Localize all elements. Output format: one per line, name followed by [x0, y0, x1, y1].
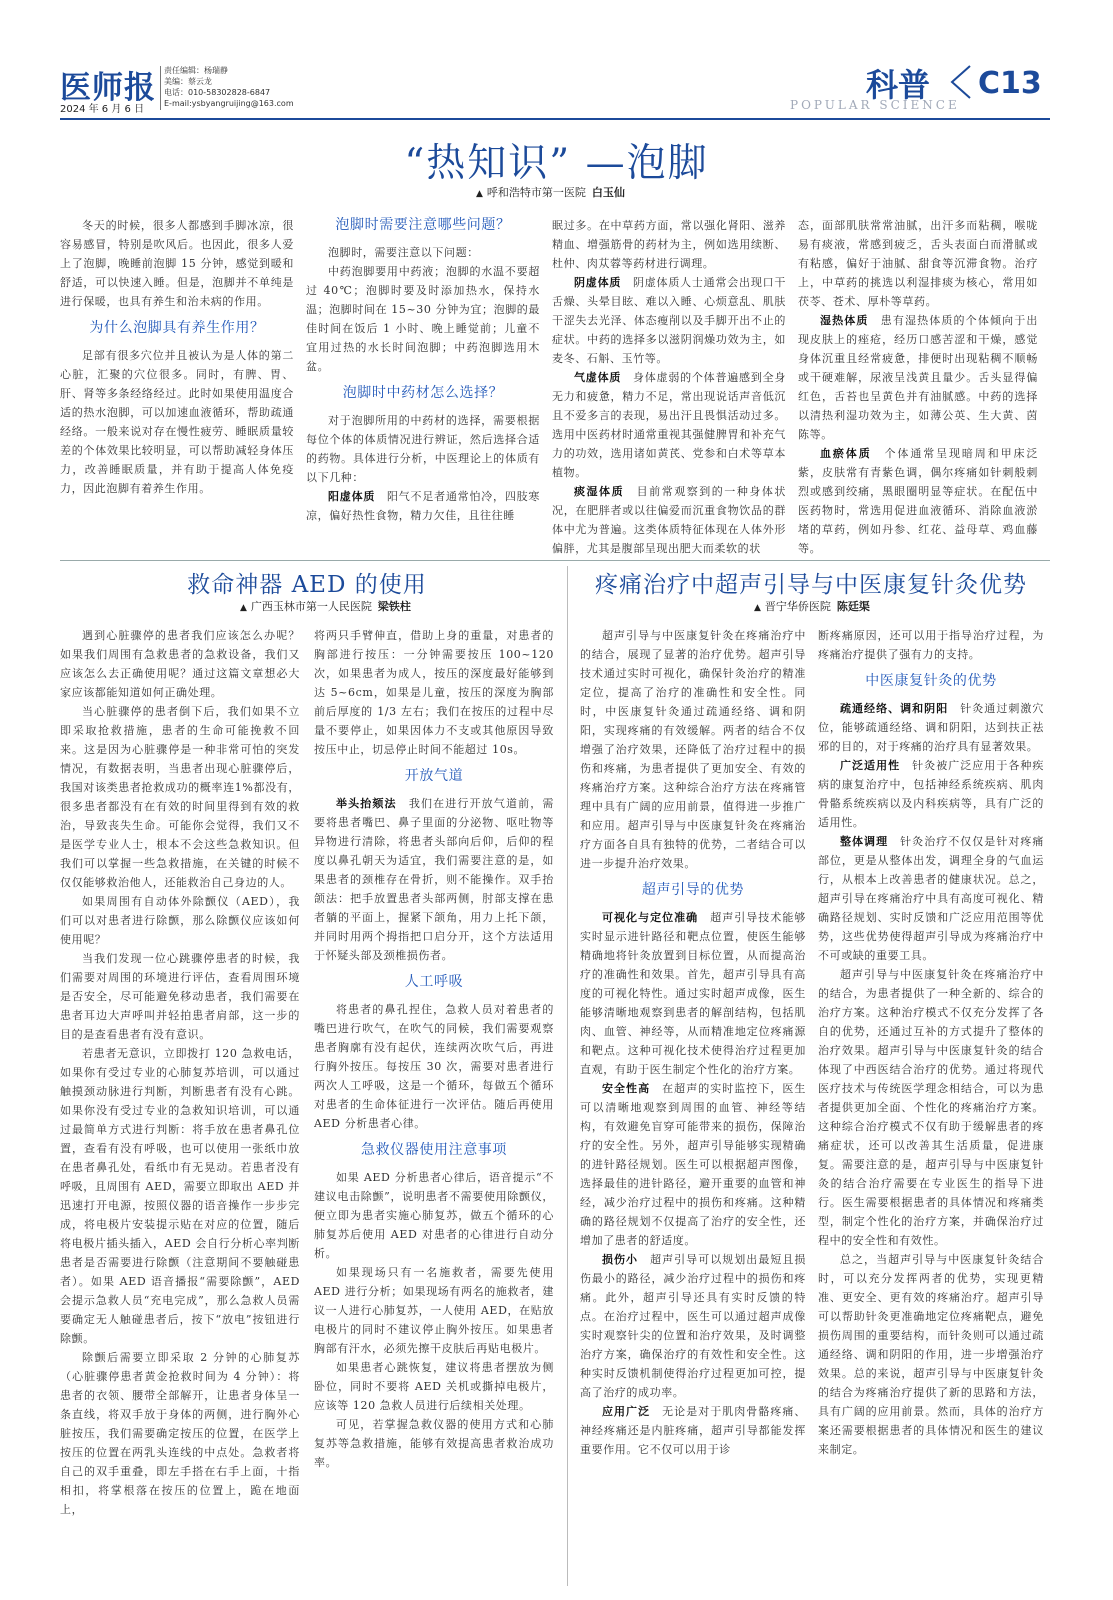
paragraph: 除颤后需要立即采取 2 分钟的心肺复苏（心脏骤停患者黄金抢救时间为 4 分钟）：将患者的衣领、腰带全部解开，让患者身体呈一条直线，将双手放于身体的两侧，进行胸外心脏按压，我们需要确定按压的位置，在医学上按压的位置在两乳头连线的中点处。急救者将自己的双手重叠，即左手搭在右手上面，十指相扣，将掌根落在按压的位置上，跪在地面上，: [60, 1351, 300, 1516]
article1-column-3: [552, 216, 786, 556]
subheading-breathing: 人工呼吸: [404, 974, 464, 990]
article1-column-2: [306, 216, 540, 556]
article3-byline: [754, 598, 870, 614]
injury-label: 损伤小: [602, 1253, 639, 1266]
paragraph: 态，面部肌肤常常油腻，出汗多而粘稠，喉咙易有痰液，常感到疲乏，舌头表面白而滑腻或有粘感，偏好于油腻、甜食等沉滞食物。治疗上，中草药的挑选以利湿排痰为核心，常用如茯苓、苍术、厚朴等草药。: [798, 219, 1038, 308]
paragraph: 眠过多。在中草药方面，常以强化肾阳、滋养精血、增强筋骨的药材为主，例如选用续断、杜仲、肉苁蓉等药材进行调理。: [552, 219, 786, 270]
airway-text: 我们在进行开放气道前，需要将患者嘴巴、鼻子里面的分泌物、呕吐物等异物进行清除，将患者头部向后仰，后仰的程度以鼻孔朝天为适宜，我们需要注意的是，如果患者的颈椎存在骨折，则不能操作。双手抬颌法：把手放置患者头部两侧，肘部支撑在患者躺的平面上，握紧下颌角，用力上托下颌，并同时用两个拇指把口启分开，这个方法适用于怀疑头部及颈椎损伤者。: [314, 797, 554, 962]
paragraph: 超声引导与中医康复针灸在疼痛治疗中的结合，为患者提供了一种全新的、综合的治疗方案。这种治疗模式不仅充分发挥了各自的优势，还通过互补的方式提升了整体的治疗效果。超声引导与中医康复针灸的结合体现了中西医结合治疗的优势。通过将现代医疗技术与传统医学理念相结合，可以为患者提供更加全面、个性化的疼痛治疗方案。这种综合治疗模式不仅有助于缓解患者的疼痛症状，还可以改善其生活质量，促进康复。需要注意的是，超声引导与中医康复针灸的结合治疗需要在专业医生的指导下进行。医生需要根据患者的具体情况和疼痛类型，制定个性化的治疗方案，并确保治疗过程中的安全性和有效性。: [818, 968, 1044, 1247]
paragraph: 泡脚时，需要注意以下问题：: [328, 246, 479, 259]
yin-xu-text: 阴虚体质人士通常会出现口干舌燥、头晕目眩、难以入睡、心烦意乱、肌肤干涩失去光泽、体态瘦削以及手脚开出不止的症状。中药的选择多以滋阴润燥功效为主，如麦冬、石斛、玉竹等。: [552, 276, 786, 365]
whole-text: 针灸治疗不仅仅是针对疼痛部位，更是从整体出发，调理全身的气血运行，从根本上改善患者的健康状况。总之，超声引导在疼痛治疗中具有高度可视化、精确路径规划、实时反馈和广泛应用范围等优势，这些优势使得超声引导成为疼痛治疗中不可或缺的重要工具。: [818, 835, 1044, 962]
column-divider: [567, 566, 568, 1586]
paragraph: 冬天的时候，很多人都感到手脚冰凉，很容易感冒，特别是吹风后。也因此，很多人爱上了泡脚，晚睡前泡脚 15 分钟，感觉到暖和舒适，可以快速入睡。但是，泡脚并不单纯是进行保暖，也具有养生和治未病的作用。: [60, 219, 294, 308]
article2-byline: [240, 598, 411, 614]
editor-info: [164, 65, 294, 109]
triangle-icon: ▲: [754, 603, 761, 613]
article1-column-4: [798, 216, 1038, 556]
subheading-herbs: 泡脚时中药材怎么选择？: [342, 385, 504, 401]
xue-yu-text: 个体通常呈现暗周和甲床泛紫，皮肤常有青紫色调，偶尔疼痛如针刺般刺烈或感到绞痛，黑眼圈明显等症状。在配伍中医药物时，常选用促进血液循环、消除血液淤堵的草药，例如丹参、红花、益母草、鸡血藤等。: [798, 447, 1038, 555]
paragraph: [818, 832, 1044, 965]
whole-label: 整体调理: [840, 835, 889, 848]
tan-shi-label: 痰湿体质: [574, 485, 625, 498]
yang-xu-text: 阳气不足者通常怕冷，四肢寒凉，偏好热性食物，精力欠佳，且往往睡: [306, 490, 540, 522]
paragraph: [552, 368, 786, 482]
wide-label: 应用广泛: [602, 1405, 651, 1418]
section-name: 科普: [866, 66, 931, 104]
page-number: C13: [978, 66, 1042, 101]
meridian-text: 针灸通过刺激穴位，能够疏通经络、调和阴阳，达到扶正祛邪的目的，对于疼痛的治疗具有显著效果。: [818, 702, 1044, 753]
injury-text: 超声引导可以规划出最短且损伤最小的路径，减少治疗过程中的损伤和疼痛。此外，超声引导还具有实时反馈的特点。在治疗过程中，医生可以通过超声成像实时观察针尖的位置和治疗效果，及时调整治疗方案，确保治疗的有效性和安全性。这种实时反馈机制使得治疗过程更加可控，提高了治疗的成功率。: [580, 1253, 806, 1399]
article2-column-1: [60, 626, 300, 1586]
article2-column-2: [314, 626, 554, 1586]
paragraph: [818, 756, 1044, 832]
yin-xu-label: 阴虚体质: [574, 276, 622, 289]
visual-text: 超声引导技术能够实时显示进针路径和靶点位置，使医生能够精确地将针灸放置到目标位置，从而提高治疗的准确性和效果。首先，超声引导具有高度的可视化特性。通过实时超声成像，医生能够清晰地观察到患者的解剖结构，包括肌肉、血管、神经等，从而精准地定位疼痛源和靶点。这种可视化技术使得治疗过程更加直观，有助于医生制定个性化的治疗方案。: [580, 911, 806, 1076]
paragraph: [552, 273, 786, 368]
broad-text: 针灸被广泛应用于各种疾病的康复治疗中，包括神经系统疾病、肌肉骨骼系统疾病以及内科疾病等，具有广泛的适用性。: [818, 759, 1044, 829]
article1-column-1: [60, 216, 294, 556]
shi-re-label: 湿热体质: [820, 314, 869, 327]
safety-text: 在超声的实时监控下，医生可以清晰地观察到周围的血管、神经等结构，有效避免盲穿可能带来的损伤，保障治疗的安全性。另外，超声引导能够实现精确的进针路径规划。医生可以根据超声图像，选择最佳的进针路径，避开重要的血管和神经，减少治疗过程中的损伤和疼痛。这种精确的路径规划不仅提高了治疗的安全性，还增加了患者的舒适度。: [580, 1082, 806, 1247]
meridian-label: 疏通经络、调和阴阳: [840, 702, 949, 715]
paragraph: [580, 908, 806, 1079]
paragraph: [818, 699, 1044, 756]
header-rule: [60, 118, 1050, 120]
paragraph: 如果周围有自动体外除颤仪（AED），我们可以对患者进行除颤，那么除颤仪应该如何使用呢？: [60, 895, 300, 946]
paragraph: 对于泡脚所用的中药材的选择，需要根据每位个体的体质情况进行辨证，然后选择合适的药物。具体进行分析，中医理论上的体质有以下几种：: [306, 414, 540, 484]
article3-author: 陈廷渠: [836, 600, 870, 613]
airway-label: 举头抬颏法: [336, 797, 397, 810]
paragraph: 中药泡脚要用中药液；泡脚的水温不要超过 40℃；泡脚时要及时添加热水，保持水温；泡脚时间在 15~30 分钟为宜；泡脚的最佳时间在饭后 1 小时、晚上睡觉前；儿童不宜用过热的水长时间泡脚；中药泡脚选用木盆。: [306, 265, 540, 373]
article3-column-1: [580, 626, 806, 1586]
paragraph: 当心脏骤停的患者倒下后，我们如果不立即采取抢救措施，患者的生命可能挽救不回来。这是因为心脏骤停是一种非常可怕的突发情况，有数据表明，当患者出现心脏骤停后，我国对该类患者抢救成功的概率连1%都没有，很多患者都没有在有效的时间里得到有效的救治，导致丧失生命。可能你会觉得，我们又不是医学专业人士，根本不会这些急救知识。但我们可以掌握一些急救措施，在关键的时候不仅仅能够救治他人，还能救治自己身边的人。: [60, 705, 300, 889]
paragraph: 若患者无意识，立即拨打 120 急救电话，如果你有受过专业的心肺复苏培训，可以通过触摸颈动脉进行判断，判断患者有没有心跳。如果你没有受过专业的急救知识培训，可以通过最简单方式进行判断：将手放在患者鼻孔位置，查看有没有呼吸，也可以使用一张纸巾放在患者鼻孔处，看纸巾有无晃动。若患者没有呼吸，且周围有 AED，需要立即取出 AED 并迅速打开电源，按照仪器的语音操作一步步完成，将电极片安装提示贴在对应的位置，随后将电极片插头插入，AED 会自行分析心率判断患者是否需要进行除颤（注意期间不要触碰患者）。如果 AED 语音播报“需要除颤”，AED 会提示急救人员“充电完成”，那么急救人员需要确定无人触碰患者后，按下“放电”按钮进行除颤。: [60, 1047, 300, 1345]
xue-yu-label: 血瘀体质: [820, 447, 872, 460]
article2-author: 梁铁柱: [377, 600, 411, 613]
triangle-icon: ▲: [476, 189, 483, 199]
masthead-logo: 医师报: [60, 70, 156, 106]
article1-title: “热知识” —泡脚: [404, 141, 709, 186]
paragraph: 超声引导与中医康复针灸在疼痛治疗中的结合，展现了显著的治疗优势。超声引导技术通过实时可视化，确保针灸治疗的精准定位，提高了治疗的准确性和安全性。同时，中医康复针灸通过疏通经络、调和阴阳，实现疼痛的有效缓解。两者的结合不仅增强了治疗效果，还降低了治疗过程中的损伤和疼痛，为患者提供了更加安全、有效的疼痛治疗方案。这种综合治疗方法在疼痛管理中具有广阔的应用前景，值得进一步推广和应用。超声引导与中医康复针灸在疼痛治疗方面各自具有独特的优势，二者结合可以进一步提升治疗效果。: [580, 629, 806, 870]
paragraph: [552, 482, 786, 556]
paragraph: [798, 311, 1038, 444]
paragraph: [580, 1402, 806, 1459]
email-line: E-mail:ysbyangruijing@163.com: [164, 99, 294, 108]
subheading-notes: 泡脚时需要注意哪些问题？: [335, 217, 511, 233]
paragraph: 如果 AED 分析患者心律后，语音提示“不建议电击除颤”，说明患者不需要使用除颤仪，便立即为患者实施心肺复苏，做五个循环的心肺复苏后使用 AED 对患者的心律进行自动分析。: [314, 1171, 554, 1260]
section-divider: [60, 560, 1050, 561]
paragraph: 遇到心脏骤停的患者我们应该怎么办呢？如果我们周围有急救患者的急救设备，我们又应该怎么去正确使用呢？通过这篇文章想必大家应该都能知道如何正确处理。: [60, 629, 300, 699]
article3-author-org: 晋宁华侨医院: [764, 600, 831, 613]
masthead-divider: [160, 66, 161, 110]
visual-label: 可视化与定位准确: [602, 911, 699, 924]
article3-column-2: [818, 626, 1044, 1586]
article1-byline: [476, 184, 625, 200]
safety-label: 安全性高: [602, 1082, 651, 1095]
article1-author: 白玉仙: [591, 186, 625, 199]
chevron-left-icon: [944, 64, 976, 100]
paragraph: [314, 794, 554, 965]
subheading-why: 为什么泡脚具有养生作用？: [89, 320, 265, 336]
qi-xu-label: 气虚体质: [574, 371, 622, 384]
triangle-icon: ▲: [240, 603, 247, 613]
subheading-ultrasound: 超声引导的优势: [641, 882, 745, 898]
qi-xu-text: 身体虚弱的个体普遍感到全身无力和疲惫，精力不足，常出现说话声音低沉且不爱多言的表现，易出汗且畏惧活动过多。选用中医药材时通常重视其强健脾胃和补充气力的功效，选用诸如黄芪、党参和白术等草本植物。: [552, 371, 786, 479]
paragraph: 总之，当超声引导与中医康复针灸结合时，可以充分发挥两者的优势，实现更精准、更安全、更有效的疼痛治疗。超声引导可以帮助针灸更准确地定位疼痛靶点，避免损伤周围的重要结构，而针灸则可以通过疏通经络、调和阴阳的作用，进一步增强治疗效果。总的来说，超声引导与中医康复针灸的结合为疼痛治疗提供了新的思路和方法，具有广阔的应用前景。然而，具体的治疗方案还需要根据患者的具体情况和医生的建议来制定。: [818, 1253, 1044, 1456]
tan-shi-text: 目前常观察到的一种身体状况，在肥胖者或以往偏爱而沉重食物饮品的群体中尤为普遍。这类体质特征体现在人体外形偏胖，尤其是腹部呈现出肥大而柔软的状: [552, 485, 786, 555]
broad-label: 广泛适用性: [840, 759, 901, 772]
issue-date: 2024 年 6 月 6 日: [60, 104, 145, 115]
subheading-caution: 急救仪器使用注意事项: [361, 1142, 507, 1158]
paragraph: 如果患者心跳恢复，建议将患者摆放为侧卧位，同时不要将 AED 关机或撕掉电极片，应该等 120 急救人员进行后续相关处理。: [314, 1361, 554, 1412]
article1-author-org: 呼和浩特市第一医院: [486, 186, 586, 199]
article2-author-org: 广西玉林市第一人民医院: [250, 600, 372, 613]
wide-text: 无论是对于肌肉骨骼疼痛、神经疼痛还是内脏疼痛，超声引导都能发挥重要作用。它不仅可以用于诊: [580, 1405, 806, 1456]
paragraph: [798, 444, 1038, 556]
article3-title: 疼痛治疗中超声引导与中医康复针灸优势: [595, 572, 1027, 598]
paragraph: 将患者的鼻孔捏住，急救人员对着患者的嘴巴进行吹气，在吹气的同候，我们需要观察患者胸廓有没有起伏，连续两次吹气后，再进行胸外按压。每按压 30 次，需要对患者进行两次人工呼吸，这是一个循环，每做五个循环对患者的生命体征进行一次评估。随后再使用 AED 分析患者心律。: [314, 1003, 554, 1130]
yang-xu-label: 阳虚体质: [328, 490, 376, 503]
paragraph: [580, 1079, 806, 1250]
editor-line: 责任编辑：杨瑞静: [164, 66, 228, 75]
paragraph: 断疼痛原因，还可以用于指导治疗过程，为疼痛治疗提供了强有力的支持。: [818, 629, 1044, 661]
paragraph: 足部有很多穴位并且被认为是人体的第二心脏，汇聚的穴位很多。同时，有脾、胃、肝、肾等多条经络经过。此时如果使用温度合适的热水泡脚，可以加速血液循环，帮助疏通经络。一般来说对存在慢性疲劳、睡眠质量较差的个体效果比较明显，可以帮助减轻身体压力，改善睡眠质量，并有助于提高人体免疫力，因此泡脚有着养生作用。: [60, 349, 294, 495]
paragraph: [306, 487, 540, 525]
paragraph: [580, 1250, 806, 1402]
paragraph: 如果现场只有一名施救者，需要先使用 AED 进行分析；如果现场有两名的施救者，建议一人进行心肺复苏，一人使用 AED，在贴放电极片的同时不建议停止胸外按压。如果患者胸部有汗水，必须先擦干皮肤后再贴电极片。: [314, 1266, 554, 1355]
shi-re-text: 患有湿热体质的个体倾向于出现皮肤上的痤疮，经历口感苦涩和干燥，感觉身体沉重且经常疲惫，排便时出现粘稠不顺畅或干硬难解，尿液呈浅黄且量少。舌头显得偏红色，舌苔也呈黄色并有油腻感。中药的选择以清热利湿功效为主，如薄公英、生大黄、茵陈等。: [798, 314, 1038, 441]
subheading-acupuncture: 中医康复针灸的优势: [865, 673, 997, 689]
article2-title: 救命神器 AED 的使用: [187, 572, 427, 598]
designer-line: 美编：蔡云龙: [164, 77, 212, 86]
subheading-airway: 开放气道: [404, 768, 464, 784]
paragraph: 将两只手臂伸直，借助上身的重量，对患者的胸部进行按压：一分钟需要按压 100~120 次，如果患者为成人，按压的深度最好能够到达 5~6cm，如果是儿童，按压的深度为胸部前后厚度的 1/3 左右；我们在按压的过程中尽量不要停止，如果因体力不支或其他原因导致按压中止，切忌停止时间不能超过 10s。: [314, 629, 554, 756]
paragraph: 可见，若掌握急救仪器的使用方式和心肺复苏等急救措施，能够有效提高患者救治成功率。: [314, 1418, 554, 1469]
paragraph: 当我们发现一位心跳骤停患者的时候，我们需要对周围的环境进行评估，查看周围环境是否安全，尽可能避免移动患者，我们需要在患者耳边大声呼叫并轻拍患者肩部，这一步的目的是查看患者有没有意识。: [60, 952, 300, 1041]
section-english: POPULAR SCIENCE: [790, 98, 960, 112]
phone-line: 电话：010-58302828-6847: [164, 88, 271, 97]
